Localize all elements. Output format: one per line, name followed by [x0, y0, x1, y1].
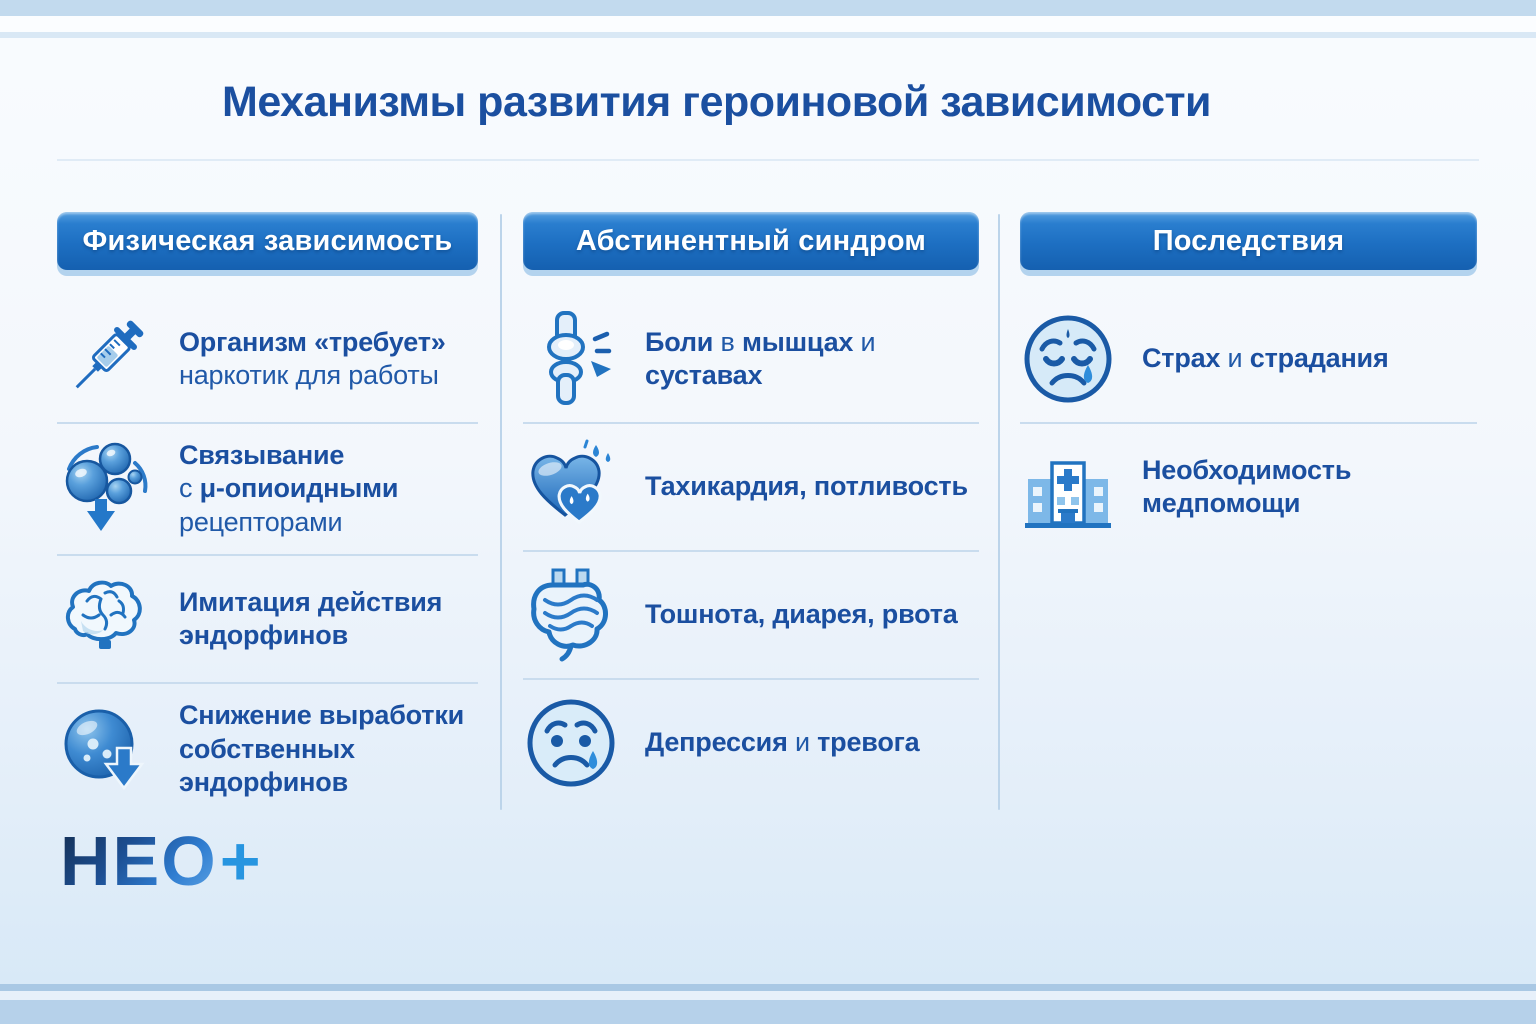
intestine-icon	[523, 567, 619, 663]
heart-sweat-icon	[523, 439, 619, 535]
receptor-molecules-icon	[57, 441, 153, 537]
item-text: Связывание с μ-опиоидными рецепторами	[179, 440, 399, 537]
column-header: Физическая зависимость	[57, 212, 478, 270]
brand-logo	[60, 822, 263, 900]
page-title: Механизмы развития героиновой зависимости	[222, 78, 1211, 126]
item-text: Тошнота, диарея, рвота	[645, 599, 958, 630]
top-border-strip	[0, 16, 1536, 32]
column-3	[1020, 212, 1477, 550]
item-text: Депрессия и тревога	[645, 727, 920, 758]
column-1	[57, 212, 478, 815]
column-divider	[998, 214, 1000, 810]
item-text: Снижение выработки собственных эндорфинов	[179, 700, 465, 798]
list-item	[523, 680, 979, 806]
list-item	[57, 424, 478, 556]
hospital-icon	[1020, 439, 1116, 535]
list-item	[57, 556, 478, 684]
item-text: Тахикардия, потливость	[645, 471, 968, 502]
list-item	[1020, 424, 1477, 550]
syringe-icon	[57, 311, 153, 407]
list-item	[57, 296, 478, 424]
list-item	[523, 296, 979, 424]
bottom-border-strip	[0, 991, 1536, 1000]
column-2	[523, 212, 979, 806]
worried-face-tear-icon	[1020, 311, 1116, 407]
logo-plus-icon: +	[219, 822, 263, 900]
list-item	[57, 684, 478, 814]
endorphin-decrease-icon	[57, 702, 153, 798]
logo-text: НЕО	[60, 822, 218, 900]
sad-face-tear-icon	[523, 695, 619, 791]
list-item	[523, 552, 979, 680]
item-text: Страх и страдания	[1142, 343, 1389, 374]
item-text: Организм «требует» наркотик для работы	[179, 326, 446, 390]
column-divider	[500, 214, 502, 810]
item-text: Боли в мышцах и суставах	[645, 326, 876, 390]
bottom-border-band	[0, 984, 1536, 991]
title-divider	[57, 159, 1479, 161]
bottom-border-line	[0, 1000, 1536, 1024]
column-header: Абстинентный синдром	[523, 212, 979, 270]
list-item	[523, 424, 979, 552]
top-border-line	[0, 32, 1536, 38]
item-text: Необходимость медпомощи	[1142, 454, 1352, 518]
column-header: Последствия	[1020, 212, 1477, 270]
list-item	[1020, 296, 1477, 424]
item-text: Имитация действия эндорфинов	[179, 586, 443, 651]
joint-pain-icon	[523, 311, 619, 407]
brain-icon	[57, 571, 153, 667]
top-border-band	[0, 0, 1536, 16]
